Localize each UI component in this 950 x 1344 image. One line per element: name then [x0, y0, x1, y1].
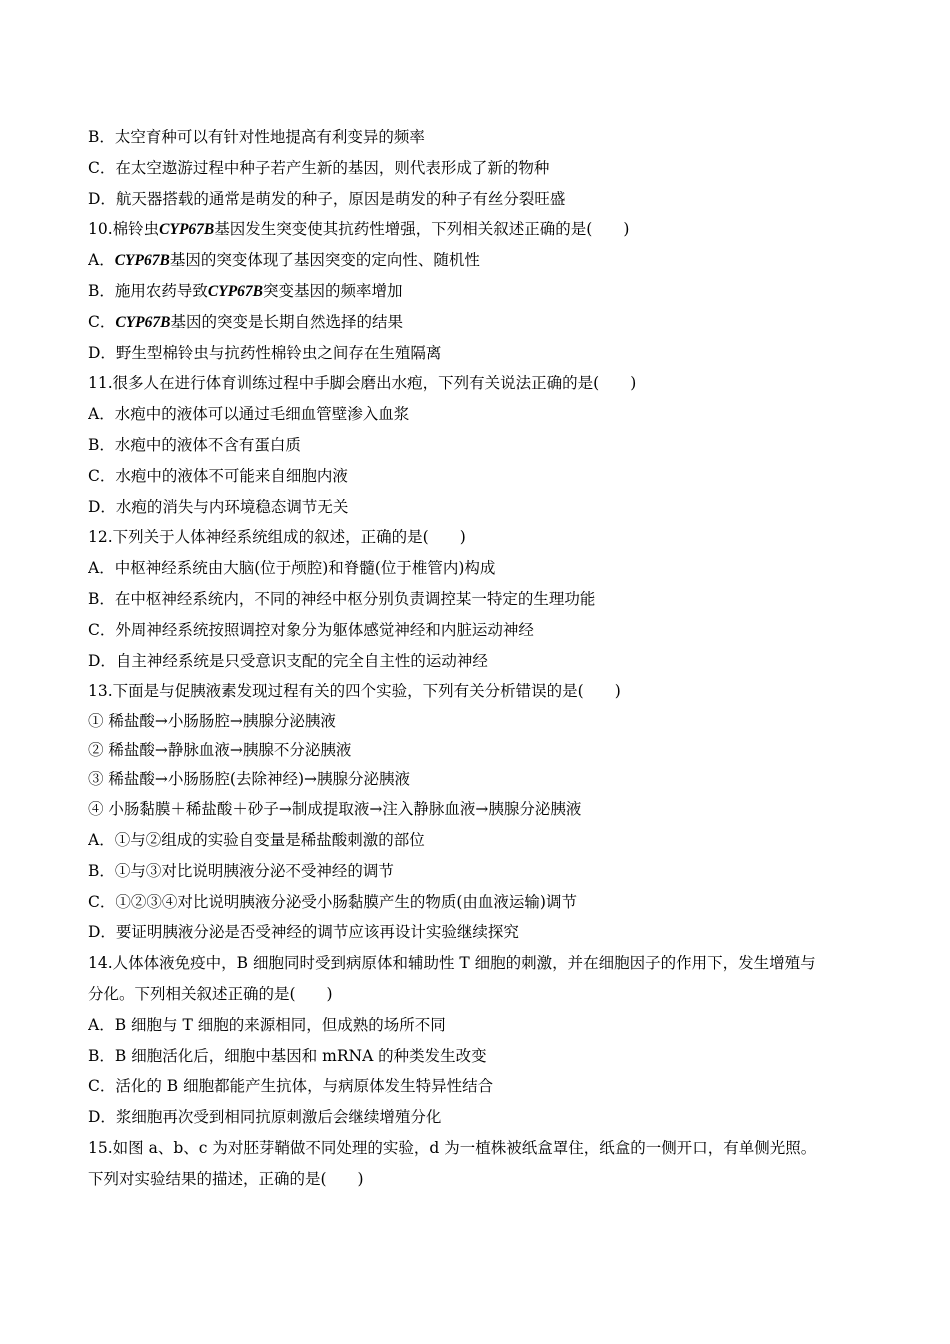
q13-experiment-2: ② 稀盐酸→静脉血液→胰腺不分泌胰液 — [88, 741, 352, 760]
q12-option-b: B．在中枢神经系统内，不同的神经中枢分别负责调控某一特定的生理功能 — [88, 589, 596, 608]
q10-option-a-prefix: A． — [88, 251, 115, 270]
q12-option-a: A．中枢神经系统由大脑(位于颅腔)和脊髓(位于椎管内)构成 — [88, 559, 496, 578]
q14-stem-line-1: 14.人体体液免疫中，B 细胞同时受到病原体和辅助性 T 细胞的刺激，并在细胞因子的作用下，发生增殖与 — [88, 954, 816, 973]
q13-experiment-1: ① 稀盐酸→小肠肠腔→胰腺分泌胰液 — [88, 712, 336, 731]
q10-option-b — [88, 276, 868, 307]
q10-option-a-text: 基因的突变体现了基因突变的定向性、随机性 — [169, 251, 480, 270]
q10-option-b-gene: CYP67B — [207, 282, 264, 300]
q10-option-a — [88, 245, 868, 276]
q10-option-b-prefix: B．施用农药导致 — [88, 281, 208, 300]
q11-stem: 11.很多人在进行体育训练过程中手脚会磨出水疱，下列有关说法正确的是( ) — [88, 374, 637, 393]
q11-option-d: D．水疱的消失与内环境稳态调节无关 — [88, 497, 349, 516]
q10-option-a-gene: CYP67B — [114, 252, 170, 270]
q10-option-d: D．野生型棉铃虫与抗药性棉铃虫之间存在生殖隔离 — [88, 343, 442, 362]
q10-stem-suffix: 基因发生突变使其抗药性增强，下列相关叙述正确的是( ) — [214, 220, 630, 239]
q11-option-a: A．水疱中的液体可以通过毛细血管壁渗入血浆 — [88, 405, 410, 424]
q13-experiment-3: ③ 稀盐酸→小肠肠腔(去除神经)→胰腺分泌胰液 — [88, 770, 410, 789]
q10-option-b-text: 突变基因的频率增加 — [263, 281, 403, 300]
q14-stem-line-2: 分化。下列相关叙述正确的是( ) — [88, 984, 333, 1003]
q9-option-c: C．在太空遨游过程中种子若产生新的基因，则代表形成了新的物种 — [88, 158, 550, 177]
q12-option-c: C．外周神经系统按照调控对象分为躯体感觉神经和内脏运动神经 — [88, 620, 534, 639]
q12-option-d: D．自主神经系统是只受意识支配的完全自主性的运动神经 — [88, 651, 488, 670]
q13-stem: 13.下面是与促胰液素发现过程有关的四个实验，下列有关分析错误的是( ) — [88, 682, 621, 701]
q14-option-c: C．活化的 B 细胞都能产生抗体，与病原体发生特异性结合 — [88, 1077, 494, 1096]
q13-option-a: A．①与②组成的实验自变量是稀盐酸刺激的部位 — [88, 830, 425, 849]
q14-option-b: B．B 细胞活化后，细胞中基因和 mRNA 的种类发生改变 — [88, 1046, 487, 1065]
q14-option-a: A．B 细胞与 T 细胞的来源相同，但成熟的场所不同 — [88, 1015, 446, 1034]
q15-stem-line-1: 15.如图 a、b、c 为对胚芽鞘做不同处理的实验，d 为一植株被纸盒罩住，纸盒的一侧开口，有单侧光照。 — [88, 1138, 817, 1157]
q14-option-d: D．浆细胞再次受到相同抗原刺激后会继续增殖分化 — [88, 1108, 442, 1127]
q10-stem-prefix: 10.棉铃虫 — [88, 220, 160, 239]
q10-gene-name: CYP67B — [159, 221, 215, 239]
q11-option-b: B．水疱中的液体不含有蛋白质 — [88, 435, 301, 454]
q13-option-c: C．①②③④对比说明胰液分泌受小肠黏膜产生的物质(由血液运输)调节 — [88, 892, 577, 911]
q13-option-d: D．要证明胰液分泌是否受神经的调节应该再设计实验继续探究 — [88, 923, 519, 942]
q10-option-c — [88, 307, 868, 338]
q11-option-c: C．水疱中的液体不可能来自细胞内液 — [88, 466, 348, 485]
q15-stem-line-2: 下列对实验结果的描述，正确的是( ) — [88, 1169, 364, 1188]
q9-option-d: D．航天器搭载的通常是萌发的种子，原因是萌发的种子有丝分裂旺盛 — [88, 189, 566, 208]
q12-stem: 12.下列关于人体神经系统组成的叙述，正确的是( ) — [88, 528, 466, 547]
q9-option-b: B．太空育种可以有针对性地提高有利变异的频率 — [88, 128, 425, 146]
q10-option-c-gene: CYP67B — [115, 313, 171, 331]
q10-stem — [88, 214, 868, 245]
document-body — [88, 122, 868, 1195]
q13-experiment-4: ④ 小肠黏膜＋稀盐酸＋砂子→制成提取液→注入静脉血液→胰腺分泌胰液 — [88, 800, 582, 819]
q10-option-c-text: 基因的突变是长期自然选择的结果 — [170, 312, 404, 331]
q10-option-c-prefix: C． — [88, 312, 116, 331]
q13-option-b: B．①与③对比说明胰液分泌不受神经的调节 — [88, 861, 394, 880]
